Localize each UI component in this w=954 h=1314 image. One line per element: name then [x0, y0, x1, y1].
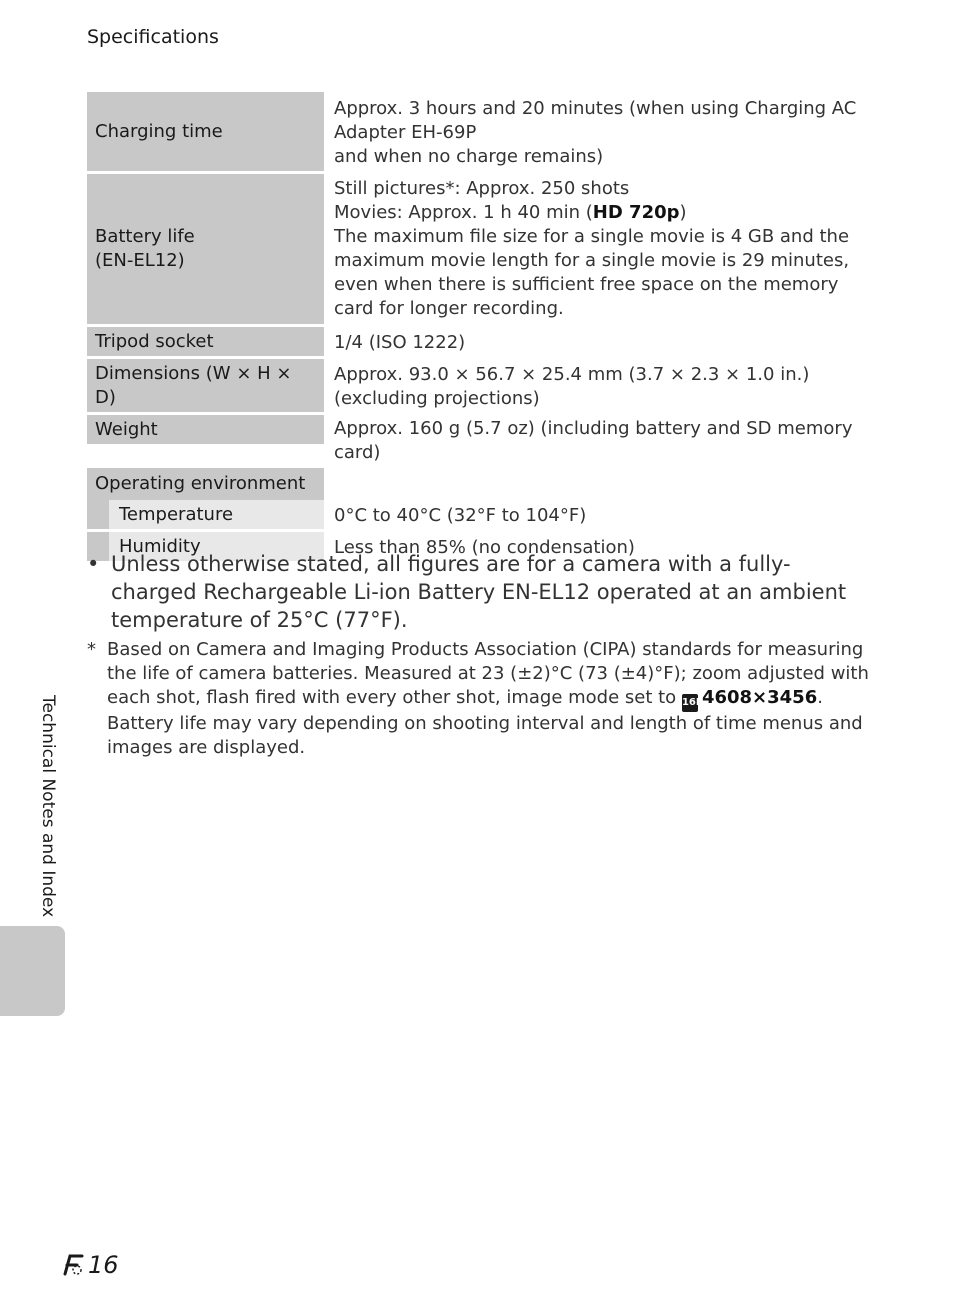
movie-mode-hd720p: HD 720p	[592, 202, 680, 223]
row-charging-time	[87, 92, 870, 171]
page-number	[58, 1250, 119, 1280]
spec-table	[87, 92, 870, 564]
row-battery-life	[87, 174, 870, 324]
label-humidity: Humidity	[109, 532, 324, 561]
bullet-note	[87, 550, 857, 634]
value-weight: Approx. 160 g (5.7 oz) (including battery and SD memory card)	[334, 418, 853, 463]
label-charging-time: Charging time	[87, 92, 324, 171]
label-dimensions: Dimensions (W × H × D)	[87, 359, 324, 412]
image-mode-value: 4608×3456	[701, 687, 818, 708]
footnote-mark: *	[87, 639, 96, 660]
label-operating-environment: Operating environment	[87, 468, 324, 500]
row-temperature	[87, 500, 870, 529]
value-operating-environment	[324, 468, 870, 500]
label-weight: Weight	[87, 415, 324, 444]
page-header: Specifications	[87, 26, 219, 48]
footnote-text: Based on Camera and Imaging Products Association (CIPA) standards for measuring the life of camera batteries. Measured at 23 (±2)°C (73 (±4)°F); zoom adjusted with each shot, flash fired with every other shot, image mode set to 16M4608×3456. Battery life may vary depending on shooting interval and length of time menus and images are displayed.	[107, 639, 869, 758]
label-temperature: Temperature	[109, 500, 324, 529]
label-tripod-socket: Tripod socket	[87, 327, 324, 356]
value-dimensions: Approx. 93.0 × 56.7 × 25.4 mm (3.7 × 2.3 × 1.0 in.) (excluding projections)	[334, 363, 810, 409]
value-temperature: 0°C to 40°C (32°F to 104°F)	[334, 504, 587, 526]
row-operating-environment	[87, 468, 870, 500]
section-label: Technical Notes and Index	[38, 695, 58, 918]
bullet-text: Unless otherwise stated, all figures are for a camera with a fully-charged Rechargeable Li-ion Battery EN-EL12 operated at an ambient temperature of 25°C (77°F).	[111, 552, 847, 632]
section-tab	[0, 926, 65, 1016]
row-weight	[87, 415, 870, 465]
bullet-icon: •	[87, 552, 100, 576]
row-tripod-socket	[87, 327, 870, 356]
value-charging-time: Approx. 3 hours and 20 minutes (when using Charging AC Adapter EH-69P and when no charge remains)	[334, 97, 857, 167]
gutter-temperature	[87, 500, 109, 529]
image-mode-16m-icon: 16M	[682, 694, 698, 712]
value-battery-life: Still pictures*: Approx. 250 shots Movies: Approx. 1 h 40 min (HD 720p) The maximum file size for a single movie is 4 GB and the maximum movie length for a single movie is 29 minutes, even when there is sufficient free space on the memory card for longer recording.	[334, 178, 850, 319]
value-humidity: Less than 85% (no condensation)	[334, 536, 635, 558]
label-battery-life: Battery life (EN-EL12)	[87, 174, 324, 324]
reference-section-icon	[58, 1250, 88, 1280]
value-tripod-socket: 1/4 (ISO 1222)	[334, 331, 466, 353]
footnote	[87, 638, 877, 760]
page-number-value: 16	[88, 1251, 119, 1279]
row-dimensions	[87, 359, 870, 412]
